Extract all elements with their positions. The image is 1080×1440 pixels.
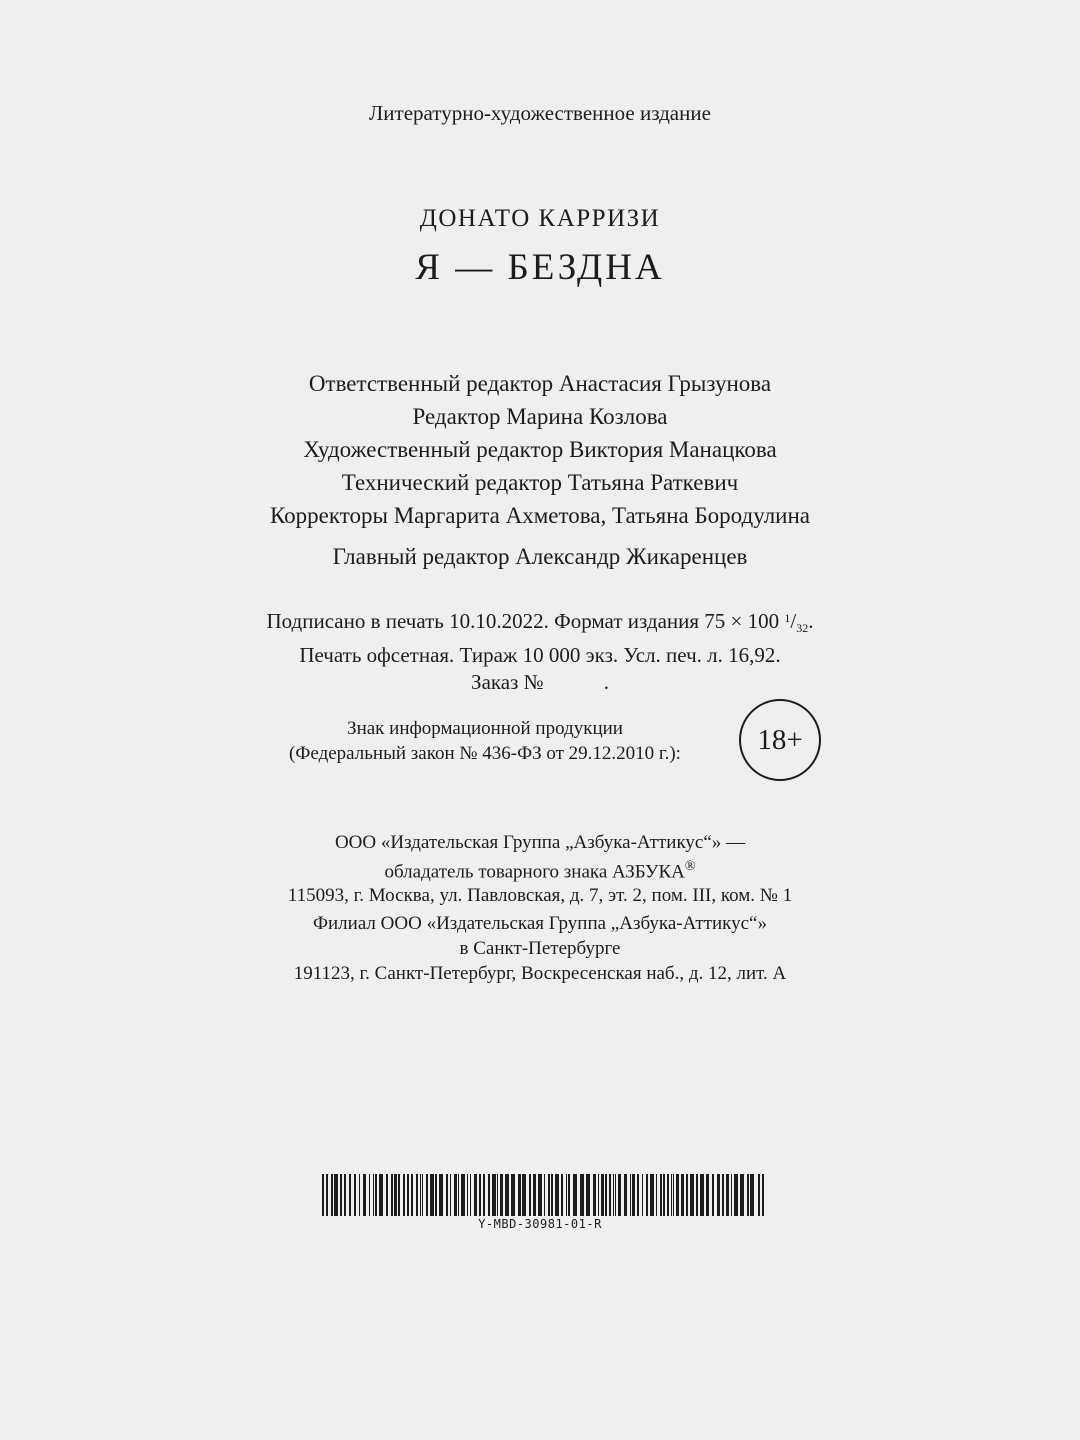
credit-line: Технический редактор Татьяна Раткевич [341, 470, 739, 495]
barcode-bar [435, 1174, 437, 1216]
barcode-bar [673, 1174, 674, 1216]
barcode-bar [426, 1174, 428, 1216]
barcode-bar [686, 1174, 688, 1216]
barcode-bar [624, 1174, 627, 1216]
barcode-bar [379, 1174, 383, 1216]
barcode-bar [598, 1174, 599, 1216]
barcode-bar [492, 1174, 496, 1216]
barcode-bar [706, 1174, 709, 1216]
info-sign-text [0, 716, 970, 766]
barcode-bar [483, 1174, 485, 1216]
barcode-bar [363, 1174, 366, 1216]
format-denominator: 32 [796, 621, 809, 635]
barcode-bar [488, 1174, 490, 1216]
publisher-trademark-text: обладатель товарного знака АЗБУКА [384, 861, 685, 883]
credit-line: Ответственный редактор Анастасия Грызунова [308, 371, 772, 396]
barcode-bar [712, 1174, 714, 1216]
publisher-line-1: ООО «Издательская Группа „Азбука-Аттикус“» — [334, 832, 746, 853]
barcode-bar [646, 1174, 648, 1216]
barcode-bar [500, 1174, 503, 1216]
branch-line-1: Филиал ООО «Издательская Группа „Азбука-Аттикус“» [313, 913, 767, 934]
barcode-bar [479, 1174, 481, 1216]
barcode-bar [609, 1174, 611, 1216]
barcode-code: Y-MBD-30981-01-R [478, 1217, 602, 1231]
format-slash: / [790, 609, 797, 633]
chief-editor: Главный редактор Александр Жикаренцев [332, 544, 748, 569]
barcode-bar [758, 1174, 760, 1216]
barcode-bar [420, 1174, 421, 1216]
barcode-bar [630, 1174, 631, 1216]
barcode-bar [340, 1174, 342, 1216]
barcode-bar [369, 1174, 370, 1216]
barcode-bar [439, 1174, 443, 1216]
print-line-2: Печать офсетная. Тираж 10 000 экз. Усл. печ. л. 16,92. [299, 643, 781, 667]
branch-line-2: в Санкт-Петербурге [459, 938, 621, 959]
barcode-bar [613, 1174, 614, 1216]
credits-block [0, 367, 1080, 532]
barcode-bar [430, 1174, 434, 1216]
branch-address: 191123, г. Санкт-Петербург, Воскресенская наб., д. 12, лит. А [293, 963, 787, 984]
barcode-bar [458, 1174, 459, 1216]
barcode-bar [667, 1174, 669, 1216]
barcode-bar [696, 1174, 698, 1216]
barcode-bar [762, 1174, 764, 1216]
barcode-bar [391, 1174, 393, 1216]
age-rating-badge [739, 699, 821, 781]
barcode-bar [671, 1174, 672, 1216]
barcode-bar [505, 1174, 509, 1216]
barcode-bar [422, 1174, 423, 1216]
barcode-bar [681, 1174, 684, 1216]
barcode-bar [551, 1174, 553, 1216]
barcode-bar [593, 1174, 596, 1216]
info-sign-line-1: Знак информационной продукции [347, 718, 623, 739]
barcode-bar [349, 1174, 351, 1216]
info-sign-line-2: (Федеральный закон № 436-ФЗ от 29.12.2010 г.): [289, 743, 681, 764]
barcode-bar [470, 1174, 471, 1216]
barcode-bar [407, 1174, 409, 1216]
barcode-bar [734, 1174, 738, 1216]
barcode-bar [731, 1174, 732, 1216]
format-fraction [784, 609, 808, 633]
barcode-bar [529, 1174, 531, 1216]
print-line-1 [0, 605, 1080, 642]
age-rating-label: 18+ [757, 723, 803, 756]
print-info [0, 605, 1080, 696]
barcode-bar [334, 1174, 338, 1216]
barcode-bar [467, 1174, 468, 1216]
barcode-bar [398, 1174, 400, 1216]
barcode-bar [322, 1174, 324, 1216]
barcode-bar [454, 1174, 457, 1216]
barcode-bar [474, 1174, 477, 1216]
barcode-bar [601, 1174, 604, 1216]
order-label: Заказ № [471, 670, 544, 694]
credit-line: Редактор Марина Козлова [412, 404, 668, 429]
barcode-bar [344, 1174, 346, 1216]
barcode-bar [533, 1174, 536, 1216]
barcode-bar [750, 1174, 754, 1216]
barcode-bar [700, 1174, 704, 1216]
barcode-icon [320, 1174, 766, 1216]
barcode-bar [637, 1174, 639, 1216]
barcode-bar [726, 1174, 729, 1216]
barcode-bar [561, 1174, 563, 1216]
barcode-bar [411, 1174, 413, 1216]
order-end: . [603, 670, 609, 694]
barcode-bar [656, 1174, 657, 1216]
barcode-bar [354, 1174, 356, 1216]
barcode-bar [326, 1174, 328, 1216]
barcode-bar [416, 1174, 418, 1216]
barcode-bar [615, 1174, 616, 1216]
barcode-bar [690, 1174, 694, 1216]
barcode-bar [747, 1174, 749, 1216]
format-numerator: 1 [784, 611, 791, 625]
barcode-bar [538, 1174, 542, 1216]
branch-block [0, 911, 1080, 986]
barcode-bar [568, 1174, 570, 1216]
publisher-block [0, 831, 1080, 908]
credit-line: Корректоры Маргарита Ахметова, Татьяна Бородулина [269, 503, 811, 528]
barcode-bar [605, 1174, 607, 1216]
barcode-bar [497, 1174, 498, 1216]
barcode-bar [518, 1174, 521, 1216]
barcode-bar [461, 1174, 465, 1216]
barcode-bar [373, 1174, 374, 1216]
barcode-bar [566, 1174, 567, 1216]
print-line-1-end: . [808, 609, 814, 633]
barcode-bar [573, 1174, 577, 1216]
barcode-bar [375, 1174, 377, 1216]
genre-line: Литературно-художественное издание [369, 101, 711, 125]
publisher-address: 115093, г. Москва, ул. Павловская, д. 7, эт. 2, пом. III, ком. № 1 [287, 885, 793, 907]
barcode-bar [386, 1174, 388, 1216]
barcode-bar [586, 1174, 590, 1216]
barcode-bar [446, 1174, 448, 1216]
book-title: Я — БЕЗДНА [415, 247, 665, 288]
barcode-bar [642, 1174, 643, 1216]
print-line-1-text: Подписано в печать 10.10.2022. Формат издания 75 × 100 [266, 609, 785, 633]
barcode-bar [555, 1174, 559, 1216]
publisher-line-2 [0, 855, 1080, 884]
barcode-bar [618, 1174, 621, 1216]
barcode-bar [717, 1174, 720, 1216]
barcode-bar [511, 1174, 515, 1216]
barcode-bar [580, 1174, 584, 1216]
barcode-bar [548, 1174, 550, 1216]
barcode-bar [650, 1174, 654, 1216]
barcode-bar [740, 1174, 744, 1216]
barcode-bar [632, 1174, 635, 1216]
barcode-bar [522, 1174, 526, 1216]
barcode-bar [403, 1174, 405, 1216]
author-name: ДОНАТО КАРРИЗИ [419, 205, 661, 232]
barcode-bar [450, 1174, 451, 1216]
barcode-bar [676, 1174, 679, 1216]
barcode-bar [394, 1174, 397, 1216]
barcode-bar [359, 1174, 360, 1216]
barcode-bar [722, 1174, 724, 1216]
order-line [0, 669, 1080, 696]
barcode-bar [660, 1174, 662, 1216]
registered-mark: ® [684, 859, 696, 874]
credit-line: Художественный редактор Виктория Манацкова [303, 437, 777, 462]
barcode-bar [544, 1174, 545, 1216]
barcode-bar [331, 1174, 333, 1216]
barcode-bar [663, 1174, 665, 1216]
